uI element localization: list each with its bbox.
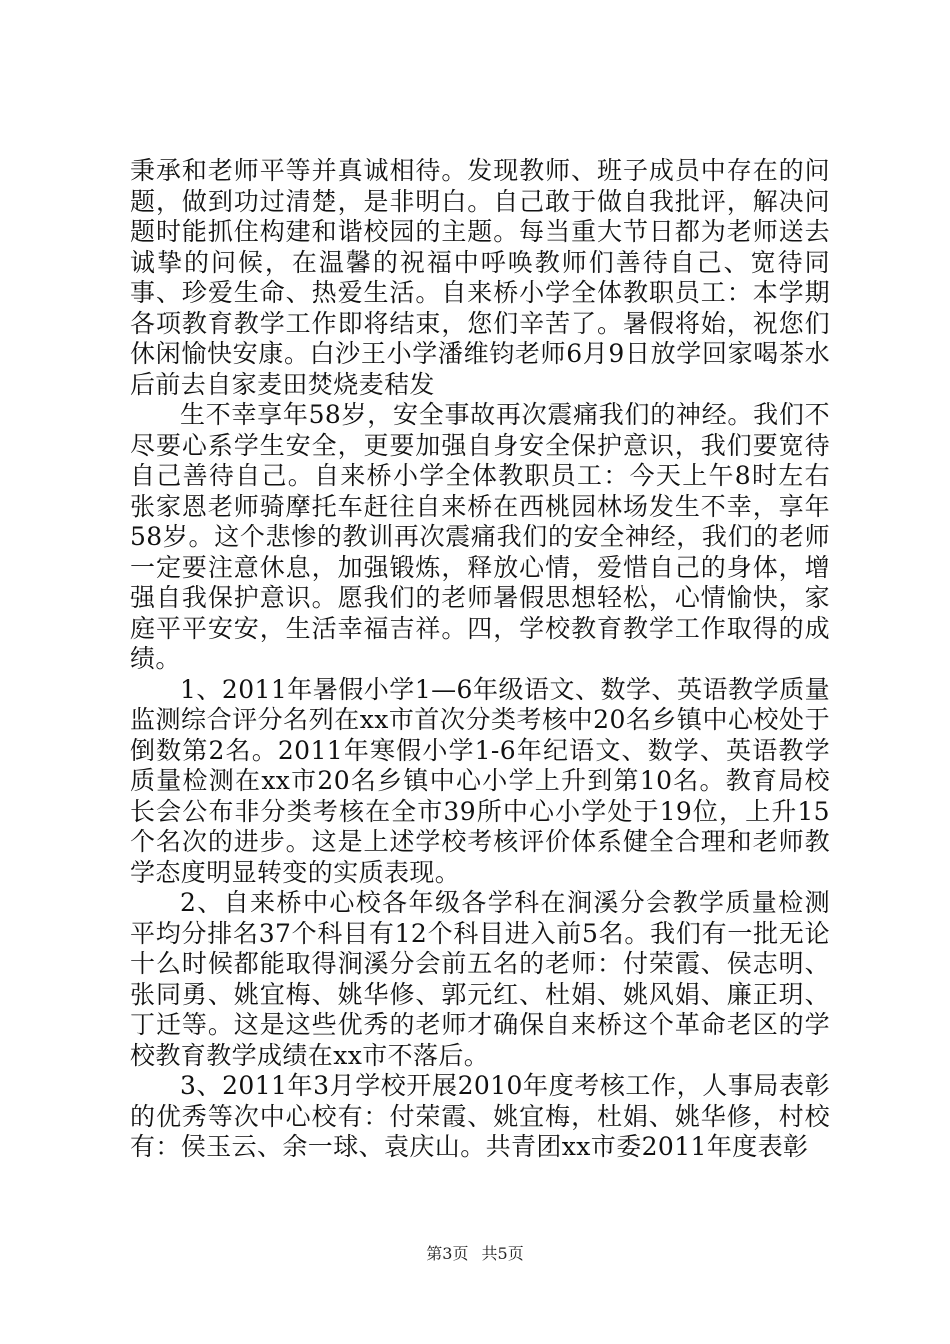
paragraph-4: 2、自来桥中心校各年级各学科在涧溪分会教学质量检测平均分排名37个科目有12个科目进入前5名。我们有一批无论十么时候都能取得涧溪分会前五名的老师：付荣霞、侯志明、张同勇、姚宜梅、姚华修、郭元红、杜娟、姚风娟、廉正玥、丁迁等。这是这些优秀的老师才确保自来桥这个革命老区的学校教育教学成绩在xx市不落后。: [130, 888, 830, 1070]
paragraph-3: 1、2011年暑假小学1—6年级语文、数学、英语教学质量监测综合评分名列在xx市首次分类考核中20名乡镇中心校处于倒数第2名。2011年寒假小学1-6年纪语文、数学、英语教学质量检测在xx市20名乡镇中心小学上升到第10名。教育局校长会公布非分类考核在全市39所中心小学处于19位，上升15个名次的进步。这是上述学校考核评价体系健全合理和老师教学态度明显转变的实质表现。: [130, 674, 830, 887]
page-number: 第3页: [426, 1244, 469, 1263]
page-total: 共5页: [481, 1244, 524, 1263]
paragraph-1: 秉承和老师平等并真诚相待。发现教师、班子成员中存在的问题，做到功过清楚，是非明白。自己敢于做自我批评，解决问题时能抓住构建和谐校园的主题。每当重大节日都为老师送去诚挚的问候，在温馨的祝福中呼唤教师们善待自己、宽待同事、珍爱生命、热爱生活。自来桥小学全体教职员工：本学期各项教育教学工作即将结束，您们辛苦了。暑假将始，祝您们休闲愉快安康。白沙王小学潘维钧老师6月9日放学回家喝茶水后前去自家麦田焚烧麦秸发: [130, 156, 830, 399]
paragraph-5: 3、2011年3月学校开展2010年度考核工作，人事局表彰的优秀等次中心校有：付荣霞、姚宜梅，杜娟、姚华修，村校有：侯玉云、余一球、袁庆山。共青团xx市委2011年度表彰: [130, 1071, 830, 1161]
page-footer: [0, 1244, 950, 1264]
document-body: [130, 156, 830, 1163]
paragraph-2: 生不幸享年58岁，安全事故再次震痛我们的神经。我们不尽要心系学生安全，更要加强自身安全保护意识，我们要宽待自己善待自己。自来桥小学全体教职员工：今天上午8时左右张家恩老师骑摩托车赶往自来桥在西桃园林场发生不幸，享年58岁。这个悲惨的教训再次震痛我们的安全神经，我们的老师一定要注意休息，加强锻炼，释放心情，爱惜自己的身体，增强自我保护意识。愿我们的老师暑假思想轻松，心情愉快，家庭平平安安，生活幸福吉祥。四，学校教育教学工作取得的成绩。: [130, 400, 830, 673]
